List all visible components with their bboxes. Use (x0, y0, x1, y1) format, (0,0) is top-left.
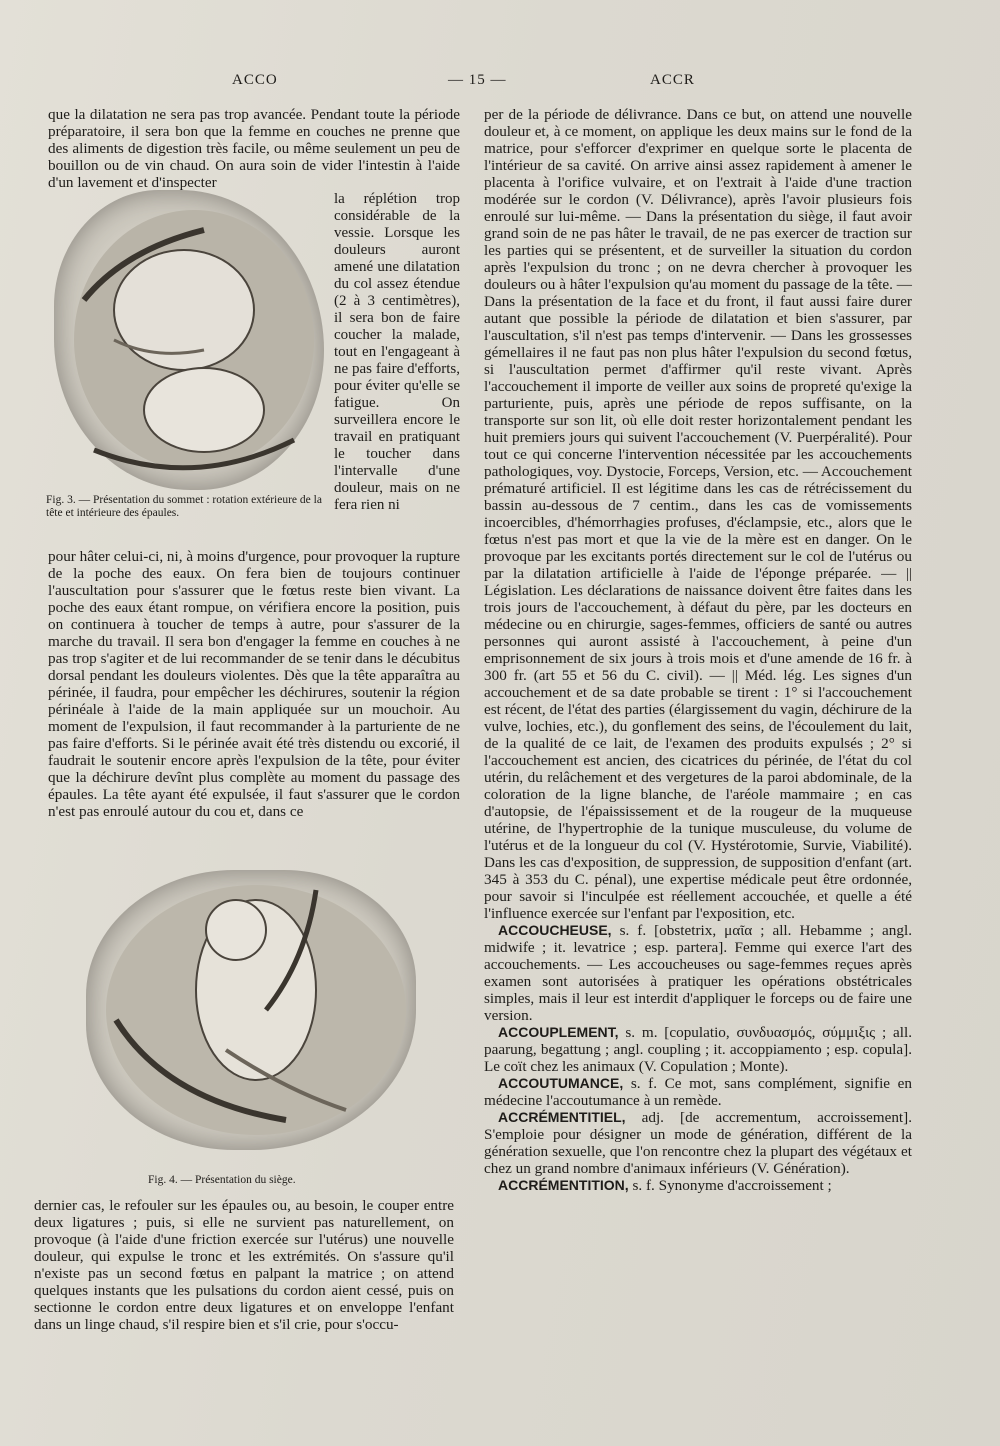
right-column (484, 106, 912, 1194)
left-column-bottom (34, 1197, 454, 1333)
figure-3-caption: Fig. 3. — Présentation du sommet : rotation extérieure de la tête et intérieure des épaules. (46, 494, 322, 519)
entry-accouplement-body: s. m. [copulatio, συνδυασμός, σύμμιξις ; all. paarung, begattung ; angl. coupling ; it. accoppiamento ; esp. copula]. Le coït chez les animaux (V. Copulation ; Monte). (484, 1024, 912, 1075)
right-paragraph-1: per de la période de délivrance. Dans ce but, on attend une nouvelle douleur et, à ce moment, on applique les deux mains sur le fond de la matrice, pour s'efforcer d'exprimer en quelque sorte le placenta de l'intérieur de sa cavité. On arrive ainsi assez rapidement à amener le placenta à l'orifice vulvaire, et on l'extrait à l'aide d'une traction modérée sur le cordon (V. Délivrance), après l'avoir plusieurs fois enroulé sur lui-même. — Dans la présentation du siège, il faut avoir grand soin de ne pas hâter le travail, de ne pas exercer de traction sur les parties qui se présentent, et de surveiller la situation du cordon après l'expulsion du tronc ; on ne devra chercher à provoquer les douleurs ou à hâter l'expulsion qu'au moment du passage de la tête. — Dans la présentation de la face et du front, il faut aussi faire durer autant que possible la période de dilatation et bien s'assurer, par l'auscultation, s'il n'est pas temps d'intervenir. — Dans les grossesses gémellaires il ne faut pas non plus hâter l'expulsion du second fœtus, si l'auscultation permet d'affirmer qu'il reste vivant. Après l'accouchement il importe de veiller aux soins de propreté qu'exige la parturiente, puis, après une période de repos suffisante, on la transporte sur son lit, où elle doit rester horizontalement pendant les huit premiers jours qui suivent l'accouchement (V. Puerpéralité). Pour tout ce qui concerne l'intervention nécessitée par les accouchements pathologiques, voy. Dystocie, Forceps, Version, etc. — Accouchement prématuré artificiel. Il est légitime dans les cas de rétrécissement du bassin au-dessous de 7 centim., dans les cas de vomissements incoercibles, d'hémorrhagies profuses, d'éclampsie, etc., alors que le fœtus n'est pas mort et que la vie de la mère est en danger. On le provoque par les excitants portés directement sur le col de l'utérus ou par la dilatation artificielle à l'aide de l'éponge préparée. — || Législation. Les déclarations de naissance doivent être faites dans les trois jours de l'accouchement, à défaut du père, par les docteurs en médecine ou en chirurgie, sages-femmes, officiers de santé ou autres personnes qui auront assisté à l'accouchement, à peine d'un emprisonnement de six jours à trois mois et d'une amende de 16 fr. à 300 fr. (art 55 et 56 du C. civil). — || Méd. lég. Les signes d'un accouchement et de sa date probable se tirent : 1° si l'accouchement est récent, de l'état des parties (élargissement du vagin, déchirure de la vulve, lochies, etc.), du gonflement des seins, de l'écoulement du lait, de la qualité de ce lait, de l'examen des produits expulsés ; 2° si l'accouchement est ancien, des cicatrices du périnée, de l'état du col utérin, du relâchement et des vergetures de la paroi abdominale, de la coloration de la ligne blanche, de l'aréole mammaire ; en cas d'autopsie, de l'épaississement et de la rougeur de la muqueuse utérine, de l'hypertrophie de la tunique musculeuse, du volume de l'utérus et de la longueur du col (V. Hystérotomie, Survie, Viabilité). Dans les cas d'exposition, de suppression, de supposition d'enfant (art. 345 à 353 du C. pénal), une expertise médicale peut être ordonnée, pour savoir si l'inculpée est réellement accouchée, et quelle a été l'influence exercée sur l'enfant par l'exposition, etc. (484, 106, 912, 922)
figure-4-illustration (86, 870, 416, 1150)
entry-accoucheuse (484, 922, 912, 1024)
left-paragraph-1-wrap: la réplétion trop considérable de la vessie. Lorsque les douleurs auront amené une dilatation du col assez étendue (2 à 3 centimètres), il sera bon de faire coucher la malade, tout en l'engageant à ne pas faire d'efforts, pour éviter qu'elle se fatigue. On surveillera encore le travail en pratiquant le toucher dans l'intervalle d'une douleur, mais on ne fera rien ni (334, 191, 460, 513)
left-paragraph-2: pour hâter celui-ci, ni, à moins d'urgence, pour provoquer la rupture de la poche des eaux. On fera bien de toujours continuer l'auscultation pour s'assurer que le fœtus reste bien vivant. La poche des eaux étant rompue, on vérifiera encore la position, puis on continuera à toucher de temps à autre, pour s'assurer de la marche du travail. Il sera bon d'engager la femme en couches à ne pas trop s'agiter et de lui recommander de se tenir dans le décubitus dorsal pendant les douleurs violentes. Dès que la tête apparaîtra au périnée, il faudra, pour empêcher les déchirures, soutenir la région périnéale à l'aide de la main appliquée sur un mouchoir. Au moment de l'expulsion, il faut recommander à la parturiente de ne pas faire d'efforts. Si le périnée avait été très distendu ou excorié, il faudrait le soutenir encore après l'expulsion de la tête, pour éviter que la déchirure devînt plus complète au moment du passage des épaules. La tête ayant été expulsée, il faut s'assurer que le cordon n'est pas enroulé autour du cou et, dans ce (48, 548, 460, 820)
figure-3-illustration (54, 190, 324, 490)
entry-accrementitiel-headword: ACCRÉMENTITIEL, (498, 1109, 626, 1125)
entry-accoucheuse-body: s. f. [obstetrix, μαῖα ; all. Hebamme ; angl. midwife ; it. levatrice ; esp. partera]. Femme qui exerce l'art des accouchements. — Les accoucheuses ou sage-femmes reçues après examen sont autorisées à pratiquer les opérations obstétricales simples, mais il leur est interdit d'appliquer le forceps ou de faire une version. (484, 922, 913, 1024)
figure-4-caption: Fig. 4. — Présentation du siège. (148, 1174, 296, 1186)
entry-accrementitiel (484, 1109, 912, 1177)
entry-accrementition-headword: ACCRÉMENTITION, (498, 1177, 629, 1193)
running-head-left: ACCO (232, 72, 278, 88)
entry-accrementition (484, 1177, 912, 1194)
left-column-middle (48, 548, 460, 820)
entry-accoutumance-body: s. f. Ce mot, sans complément, signifie en médecine l'accoutumance à un remède. (484, 1075, 912, 1109)
entry-accoutumance-headword: ACCOUTUMANCE, (498, 1075, 624, 1091)
entry-accrementition-body: s. f. Synonyme d'accroissement ; (632, 1177, 832, 1194)
left-column-top (48, 106, 460, 191)
fetus-breech-engraving (86, 870, 416, 1150)
entry-accrementitiel-body: adj. [de accrementum, accroissement]. S'emploie pour désigner un mode de génération, différent de la génération sexuelle, que l'on rencontre chez la plupart des végétaux et chez un grand nombre d'animaux inférieurs (V. Génération). (484, 1109, 913, 1177)
left-paragraph-3: dernier cas, le refouler sur les épaules ou, au besoin, le couper entre deux ligatures ; puis, si elle ne survient pas naturellement, on provoque (à l'aide d'une friction exercée sur l'utérus) une nouvelle douleur, qui expulse le tronc et les extrémités. On s'assure qu'il n'existe pas un second fœtus en palpant la matrice ; on attend quelques instants que les pulsations du cordon aient cessé, puis on sectionne le cordon entre deux ligatures et on enveloppe l'enfant dans un linge chaud, s'il respire bien et s'il crie, pour s'occu- (34, 1197, 454, 1333)
entry-accouplement (484, 1024, 912, 1075)
left-paragraph-1: que la dilatation ne sera pas trop avancée. Pendant toute la période préparatoire, il sera bon que la femme en couches ne prenne que des aliments de digestion très facile, ou même seulement un peu de bouillon ou de vin chaud. On aura soin de vider l'intestin à l'aide d'un lavement et d'inspecter (48, 106, 460, 191)
fetus-vertex-engraving (54, 190, 324, 490)
running-head-right: ACCR (650, 72, 695, 88)
entry-accoutumance (484, 1075, 912, 1109)
page-number: — 15 — (448, 72, 507, 88)
entry-accouplement-headword: ACCOUPLEMENT, (498, 1024, 619, 1040)
entry-accoucheuse-headword: ACCOUCHEUSE, (498, 922, 612, 938)
left-column-wrap (334, 191, 460, 514)
